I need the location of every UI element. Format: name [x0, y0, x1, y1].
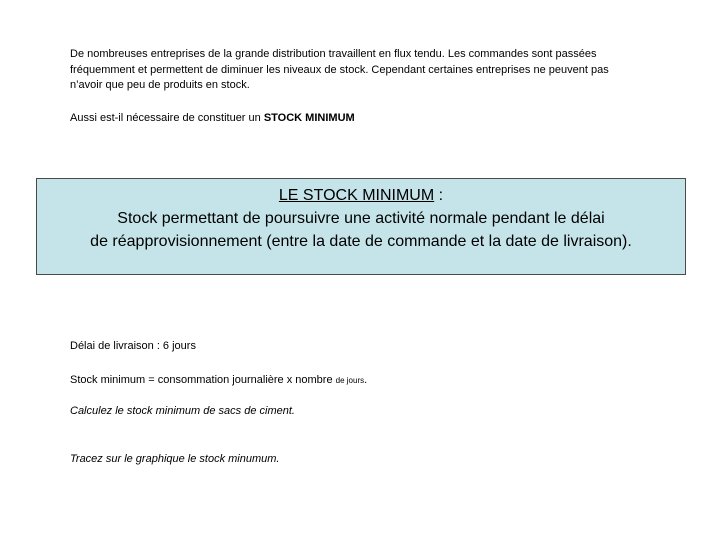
formule-end: . [364, 374, 368, 386]
definition-title: LE STOCK MINIMUM [278, 187, 435, 204]
intro-line-2: fréquemment et permettent de diminuer les niveaux de stock. Cependant certaines entreprises ne peuvent pas [70, 63, 609, 76]
aussi-paragraph [70, 111, 355, 127]
question-1: Calculez le stock minimum de sacs de ciment. [70, 405, 295, 417]
intro-paragraph [70, 47, 670, 94]
definition-title-line [37, 184, 685, 207]
formule-small: de jours [335, 376, 365, 385]
definition-line-1: Stock permettant de poursuivre une activité normale pendant le délai [117, 210, 605, 227]
formule-main: Stock minimum = consommation journalière x nombre [70, 374, 336, 386]
definition-colon: : [434, 187, 444, 204]
aussi-text: Aussi est-il nécessaire de constituer un [70, 112, 264, 124]
intro-line-1: De nombreuses entreprises de la grande distribution travaillent en flux tendu. Les commandes sont passées [70, 48, 597, 60]
formule-stock-minimum [70, 373, 367, 389]
definition-line-2: de réapprovisionnement (entre la date de commande et la date de livraison). [90, 233, 632, 250]
question-2: Tracez sur le graphique le stock minumum. [70, 453, 280, 465]
delai-livraison: Délai de livraison : 6 jours [70, 340, 196, 352]
stock-minimum-bold: STOCK MINIMUM [263, 112, 355, 124]
definition-box [36, 178, 686, 275]
intro-line-3: n’avoir que peu de produits en stock. [70, 79, 250, 91]
